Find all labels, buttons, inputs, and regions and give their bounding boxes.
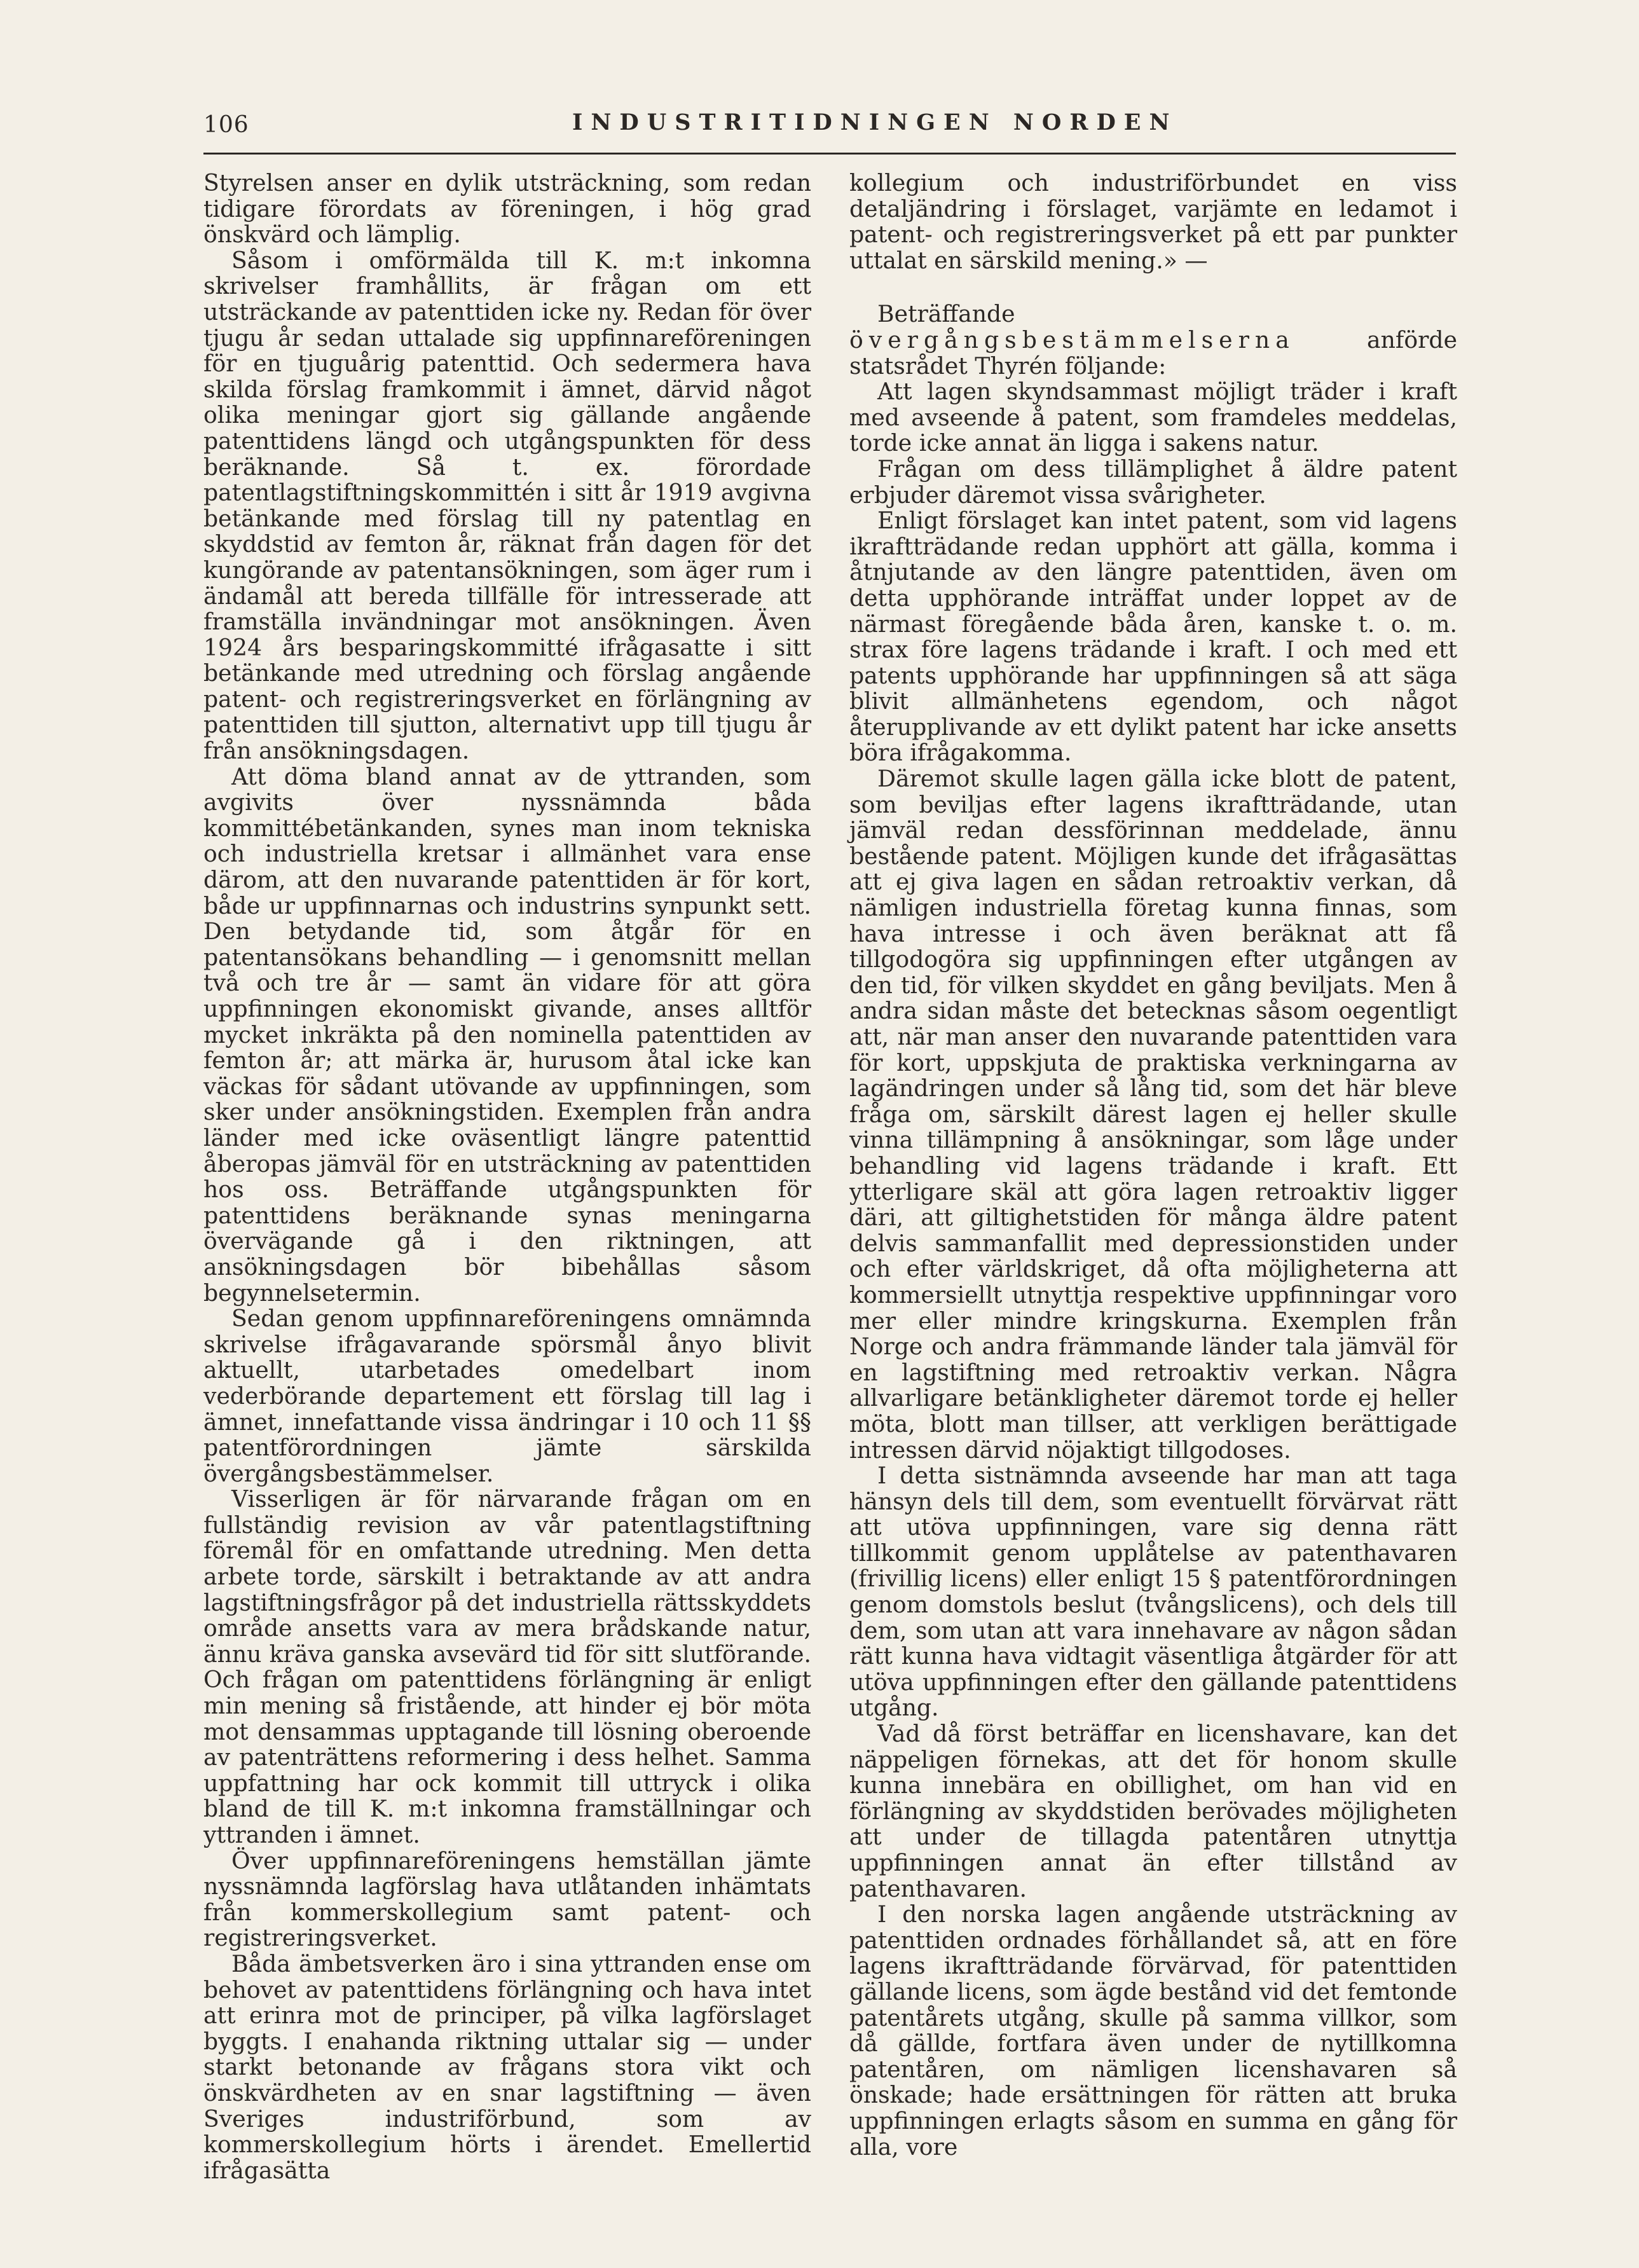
- paragraph: Att lagen skyndsammast möjligt träder i kraft med avseende å patent, som framdeles meddelas, torde icke annat än ligga i sakens natur.: [849, 378, 1457, 457]
- paragraph: Sedan genom uppfinnareföreningens omnämnda skrivelse ifrågavarande spörsmål ånyo blivit aktuellt, utarbetades omedelbart inom vederbörande departement ett förslag till lag i ämnet, innefattande vissa ändringar i 10 och 11 §§ patentförordningen jämte särskilda övergångsbestämmelser.: [203, 1305, 811, 1487]
- paragraph: Att döma bland annat av de yttranden, som avgivits över nyssnämnda båda kommittébetänkanden, synes man inom tekniska och industriella kretsar i allmänhet vara ense därom, att den nuvarande patenttiden är för kort, både ur uppfinnarnas och industrins synpunkt sett. Den betydande tid, som åtgår för en patentansökans behandling — i genomsnitt mellan två och tre år — samt än vidare för att göra uppfinningen ekonomiskt givande, anses alltför mycket inkräkta på den nominella patenttiden av femton år; att märka är, hurusom åtal icke kan väckas för sådant utövande av uppfinningen, som sker under ansökningstiden. Exemplen från andra länder med icke oväsentligt längre patenttid åberopas jämväl för en utsträckning av patenttiden hos oss. Beträffande utgångspunkten för patenttidens beräknande synas meningarna övervägande gå i den riktningen, att ansökningsdagen bör bibehållas såsom begynnelsetermin.: [203, 762, 811, 1307]
- right-column: [849, 170, 1457, 2160]
- left-column: [203, 170, 811, 2183]
- paragraph: Enligt förslaget kan intet patent, som vid lagens ikraftträdande redan upphört att gälla, komma i åtnjutande av den längre patenttiden, även om detta upphörande inträffat under loppet av de närmast föregående båda åren, kanske t. o. m. strax före lagens trädande i kraft. I och med ett patents upphörande har uppfinningen så att säga blivit allmänhetens egendom, och något återupplivande av ett dylikt patent har icke ansetts böra ifrågakomma.: [849, 507, 1457, 767]
- paragraph: Frågan om dess tillämplighet å äldre patent erbjuder däremot vissa svårigheter.: [849, 455, 1457, 509]
- heading-lead: Beträffande: [877, 300, 1015, 328]
- paragraph: I detta sistnämnda avseende har man att taga hänsyn dels till dem, som eventuellt förvärvat rätt att utöva uppfinningen, vare sig denna rätt tillkommit genom upplåtelse av patenthavaren (frivillig licens) eller enligt 15 § patentförordningen genom domstols beslut (tvångslicens), och dels till dem, som utan att vara innehavare av någon sådan rätt kunna hava vidtagit väsentliga åtgärder för att utöva uppfinningen efter den gällande patenttidens utgång.: [849, 1462, 1457, 1722]
- paragraph: Däremot skulle lagen gälla icke blott de patent, som beviljas efter lagens ikraftträdande, utan jämväl redan dessförinnan meddelade, ännu bestående patent. Möjligen kunde det ifrågasättas att ej giva lagen en sådan retroaktiv verkan, då nämligen industriella företag kunna finnas, som hava intresse i och även beräknat att få tillgodogöra sig uppfinningen efter utgången av den tid, för vilken skyddet en gång beviljats. Men å andra sidan måste det betecknas såsom oegentligt att, när man anser den nuvarande patenttiden vara för kort, uppskjuta de praktiska verkningarna av lagändringen under så lång tid, som det här bleve fråga om, särskilt därest lagen ej heller skulle vinna tillämpning å ansökningar, som låge under behandling vid lagens trädande i kraft. Ett ytterligare skäl att göra lagen retroaktiv ligger däri, att giltighetstiden för många äldre patent delvis sammanfallit med depressionstiden under och efter världskriget, då ofta möjligheterna att kommersiellt utnyttja respektive uppfinningar voro mer eller mindre kringskurna. Exemplen från Norge och andra främmande länder tala jämväl för en lagstiftning med retroaktiv verkan. Några allvarligare betänkligheter däremot torde ej heller möta, blott man tillser, att verkligen berättigade intressen därvid nöjaktigt tillgodoses.: [849, 765, 1457, 1464]
- paragraph: kollegium och industriförbundet en viss detaljändring i förslaget, varjämte en ledamot i patent- och registreringsverket på ett par punkter uttalat en särskild mening.» —: [849, 169, 1457, 274]
- paragraph: Visserligen är för närvarande frågan om en fullständig revision av vår patentlagstiftning föremål för en omfattande utredning. Men detta arbete torde, särskilt i betraktande av att andra lagstiftningsfrågor på det industriella rättsskyddets område ansetts vara av mera brådskande natur, ännu kräva ganska avsevärd tid för sitt slutförande. Och frågan om patenttidens förlängning är enligt min mening så fristående, att hinder ej bör möta mot densammas upptagande till lösning oberoende av patenträttens reformering i dess helhet. Samma uppfattning har ock kommit till uttryck i olika bland de till K. m:t inkomna framställningar och yttranden i ämnet.: [203, 1485, 811, 1848]
- paragraph: Över uppfinnareföreningens hemställan jämte nyssnämnda lagförslag hava utlåtanden inhämtats från kommerskollegium samt patent- och registreringsverket.: [203, 1846, 811, 1952]
- journal-title: INDUSTRITIDNINGEN NORDEN: [572, 109, 1178, 135]
- heading-rest: anförde statsrådet Thyrén följande:: [849, 326, 1457, 380]
- section-heading: [849, 301, 1457, 379]
- paragraph: Vad då först beträffar en licenshavare, kan det näppeligen förnekas, att det för honom skulle kunna innebära en obillighet, om han vid en förlängning av skyddstiden berövades möjligheten att under de tillagda patentåren utnyttja uppfinningen annat än efter tillstånd av patenthavaren.: [849, 1720, 1457, 1902]
- heading-term: övergångsbestämmelserna: [849, 326, 1295, 354]
- page-header: [203, 108, 1456, 155]
- paragraph: I den norska lagen angående utsträckning av patenttiden ordnades förhållandet så, att en före lagens ikraftträdande förvärvad, för patenttiden gällande licens, som ägde bestånd vid det femtonde patentårets utgång, skulle på samma villkor, som då gällde, fortfara även under de nytillkomna patentåren, om nämligen licenshavaren så önskade; hade ersättningen för rätten att bruka uppfinningen erlagts såsom en summa en gång för alla, vore: [849, 1900, 1457, 2161]
- paragraph: Såsom i omförmälda till K. m:t inkomna skrivelser framhållits, är frågan om ett utsträckande av patenttiden icke ny. Redan för över tjugu år sedan uttalade sig uppfinnareföreningen för en tjuguårig patenttid. Och sedermera hava skilda förslag framkommit i ämnet, därvid något olika meningar gjort sig gällande angående patenttidens längd och utgångspunkten för dess beräknande. Så t. ex. förordade patentlagstiftningskommittén i sitt år 1919 avgivna betänkande med förslag till ny patentlag en skyddstid av femton år, räknat från dagen för det kungörande av patentansökningen, som äger rum i ändamål att bereda tillfälle för intresserade att framställa invändningar mot ansökningen. Även 1924 års besparingskommitté ifrågasatte i sitt betänkande med utredning och förslag angående patent- och registreringsverket en förlängning av patenttiden till sjutton, alternativt upp till tjugu år från ansökningsdagen.: [203, 246, 811, 765]
- paragraph: Styrelsen anser en dylik utsträckning, som redan tidigare förordats av föreningen, i hög grad önskvärd och lämplig.: [203, 169, 811, 249]
- paragraph: Båda ämbetsverken äro i sina yttranden ense om behovet av patenttidens förlängning och hava intet att erinra mot de principer, på vilka lagförslaget byggts. I enahanda riktning uttalar sig — under starkt betonande av frågans stora vikt och önskvärdheten av en snar lagstiftning — även Sveriges industriförbund, som av kommerskollegium hörts i ärendet. Emellertid ifrågasätta: [203, 1949, 811, 2184]
- page-number: 106: [203, 112, 249, 138]
